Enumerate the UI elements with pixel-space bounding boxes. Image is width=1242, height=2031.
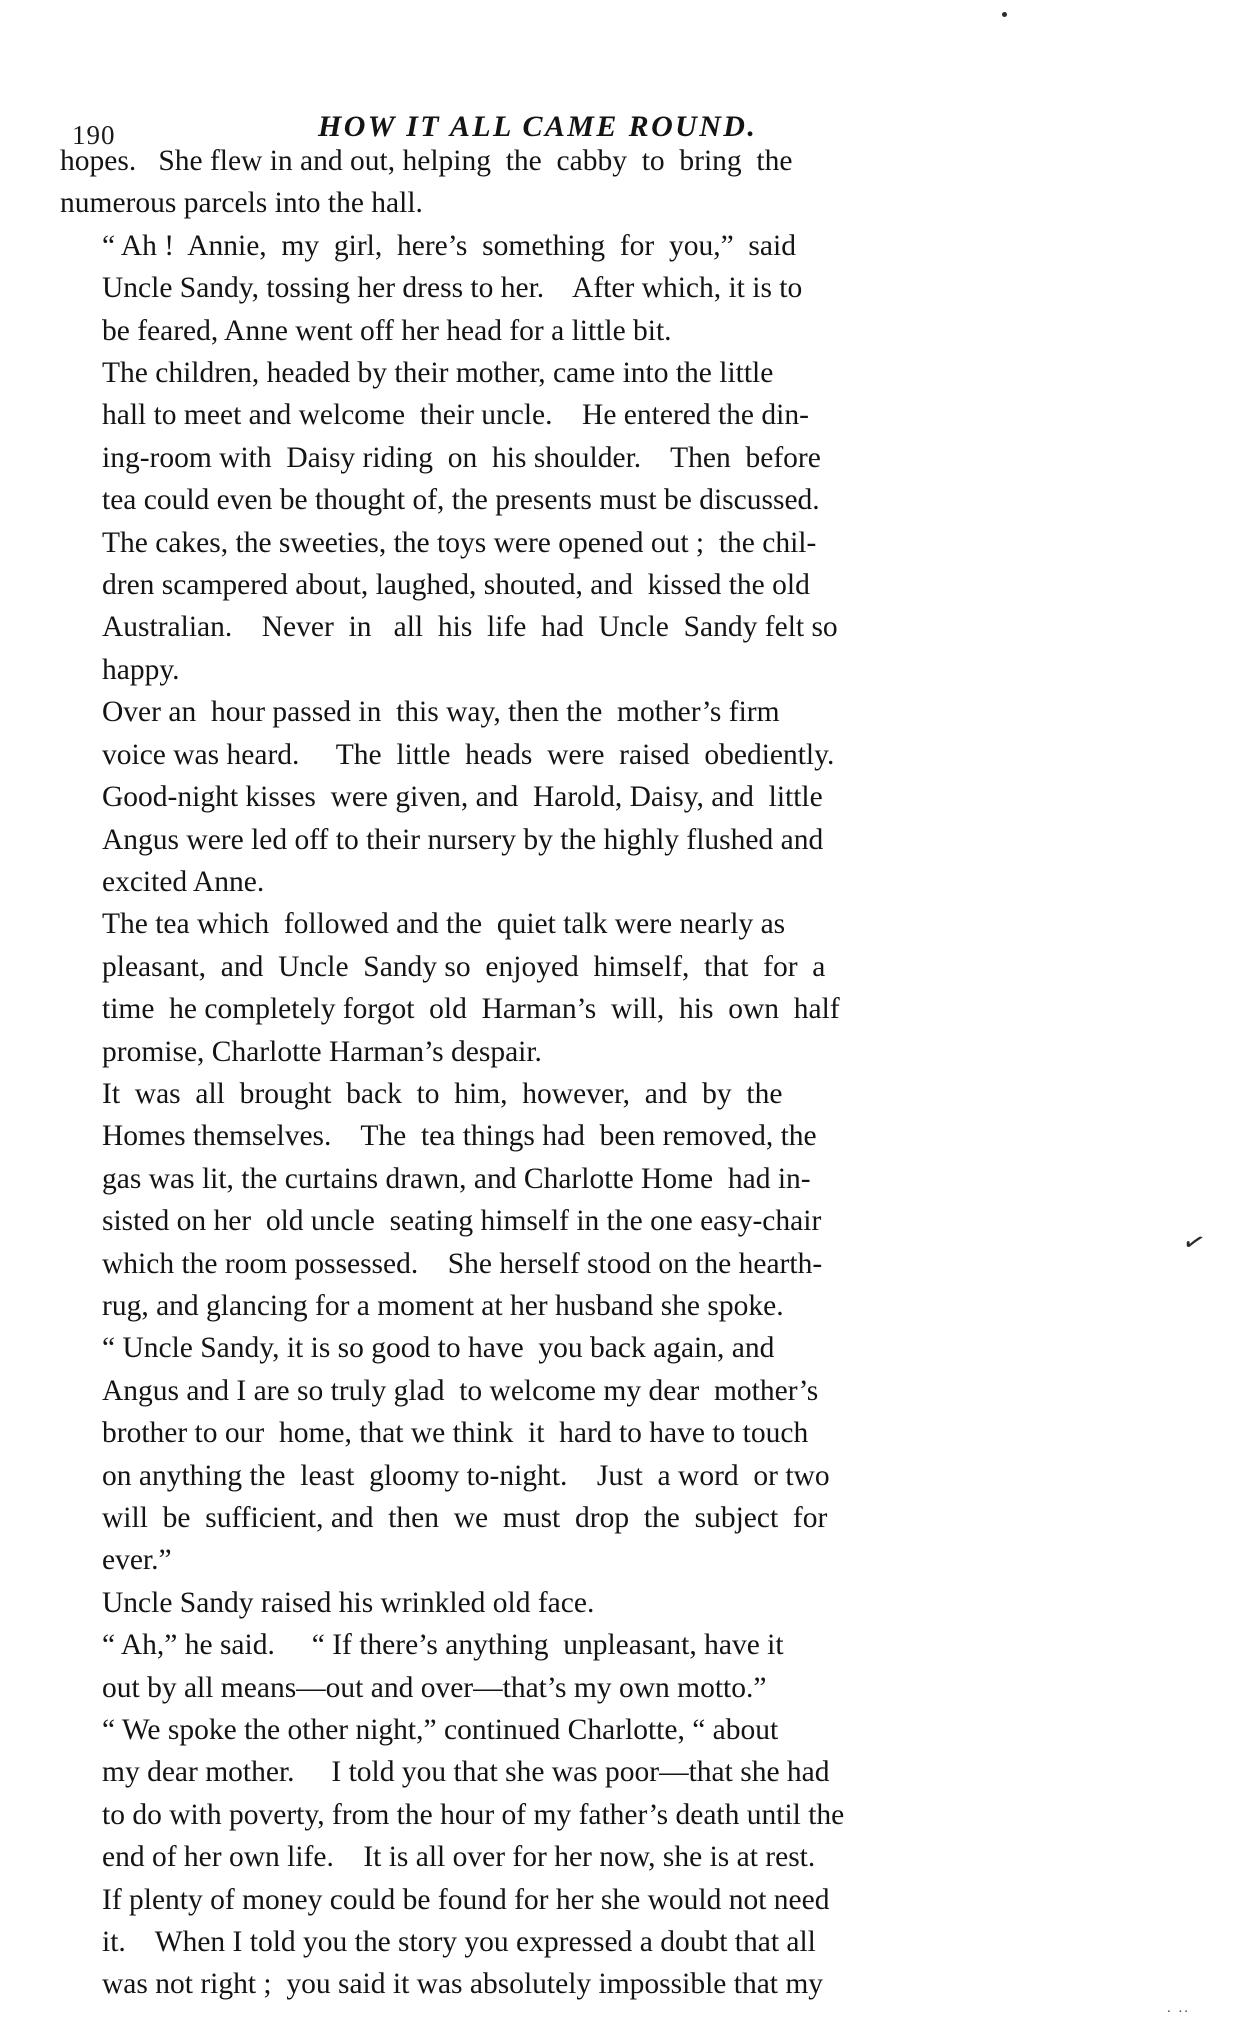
text-line: my dear mother. I told you that she was poor—that she had: [102, 1756, 830, 1789]
text-line: end of her own life. It is all over for her now, she is at rest.: [102, 1841, 816, 1874]
text-line: gas was lit, the curtains drawn, and Charlotte Home had in-: [102, 1162, 811, 1195]
page-header: [0, 58, 1242, 150]
text-line: “ We spoke the other night,” continued Charlotte, “ about: [102, 1714, 779, 1747]
text-line: Over an hour passed in this way, then the mother’s firm: [102, 696, 780, 729]
text-line: Homes themselves. The tea things had been removed, the: [102, 1120, 817, 1153]
text-line: voice was heard. The little heads were raised obediently.: [102, 738, 835, 771]
bottom-edge-artifact: . ..: [1167, 2000, 1190, 2016]
text-line: “ Ah ! Annie, my girl, here’s something for you,” said: [102, 229, 796, 262]
paragraph: [60, 140, 1180, 225]
text-line: pleasant, and Uncle Sandy so enjoyed himself, that for a: [102, 950, 826, 983]
text-line: hopes. She flew in and out, helping the cabby to bring the: [60, 145, 793, 177]
paragraph: [60, 225, 1180, 352]
text-line: Angus were led off to their nursery by the highly flushed and: [102, 823, 824, 856]
paragraph: [60, 1624, 1180, 1709]
paragraph: [60, 1582, 1180, 1624]
text-line: It was all brought back to him, however, and by the: [102, 1077, 783, 1110]
text-line: excited Anne.: [102, 865, 265, 898]
paragraph: [60, 691, 1180, 903]
text-line: on anything the least gloomy to-night. Just a word or two: [102, 1459, 830, 1492]
text-line: The tea which followed and the quiet talk were nearly as: [102, 908, 786, 941]
text-line: tea could even be thought of, the presents must be discussed.: [102, 484, 820, 517]
text-line: sisted on her old uncle seating himself in the one easy-chair: [102, 1205, 822, 1238]
page-number: 190: [72, 120, 116, 150]
text-line: rug, and glancing for a moment at her husband she spoke.: [102, 1289, 784, 1322]
text-line: Angus and I are so truly glad to welcome my dear mother’s: [102, 1374, 819, 1407]
running-title: HOW IT ALL CAME ROUND.: [318, 110, 758, 143]
margin-pen-mark-artifact: ✓: [1179, 1225, 1209, 1260]
paragraph: [60, 1709, 1180, 2006]
ink-speck-artifact: [1002, 12, 1007, 17]
text-line: happy.: [102, 653, 180, 686]
text-line: “ Ah,” he said. “ If there’s anything unpleasant, have it: [102, 1629, 784, 1662]
text-line: hall to meet and welcome their uncle. He entered the din-: [102, 399, 809, 432]
text-line: dren scampered about, laughed, shouted, and kissed the old: [102, 569, 810, 602]
text-line: was not right ; you said it was absolutely impossible that my: [102, 1968, 824, 2001]
text-line: be feared, Anne went off her head for a little bit.: [102, 314, 672, 347]
text-line: brother to our home, that we think it hard to have to touch: [102, 1417, 809, 1450]
paragraph: [60, 352, 1180, 691]
text-line: Uncle Sandy, tossing her dress to her. After which, it is to: [102, 272, 803, 305]
text-line: Good-night kisses were given, and Harold, Daisy, and little: [102, 781, 823, 814]
text-line: ever.”: [102, 1544, 172, 1577]
paragraph: [60, 1073, 1180, 1327]
text-line: numerous parcels into the hall.: [60, 187, 423, 220]
text-line: to do with poverty, from the hour of my father’s death until the: [102, 1798, 845, 1831]
text-line: The cakes, the sweeties, the toys were opened out ; the chil-: [102, 526, 817, 559]
text-line: will be sufficient, and then we must drop the subject for: [102, 1502, 828, 1534]
text-line: Australian. Never in all his life had Uncle Sandy felt so: [102, 611, 838, 644]
text-line: which the room possessed. She herself stood on the hearth-: [102, 1247, 823, 1280]
text-line: it. When I told you the story you expressed a doubt that all: [102, 1926, 816, 1959]
text-line: time he completely forgot old Harman’s will, his own half: [102, 993, 840, 1026]
text-line: Uncle Sandy raised his wrinkled old face.: [102, 1586, 595, 1619]
text-line: ing-room with Daisy riding on his shoulder. Then before: [102, 441, 821, 474]
body-text: [60, 140, 1180, 2006]
text-line: out by all means—out and over—that’s my own motto.”: [102, 1671, 767, 1704]
paragraph: [60, 903, 1180, 1073]
text-line: promise, Charlotte Harman’s despair.: [102, 1035, 542, 1068]
text-line: If plenty of money could be found for her she would not need: [102, 1883, 830, 1916]
paragraph: [60, 1327, 1180, 1581]
text-line: The children, headed by their mother, came into the little: [102, 357, 774, 390]
text-line: “ Uncle Sandy, it is so good to have you back again, and: [102, 1332, 775, 1365]
